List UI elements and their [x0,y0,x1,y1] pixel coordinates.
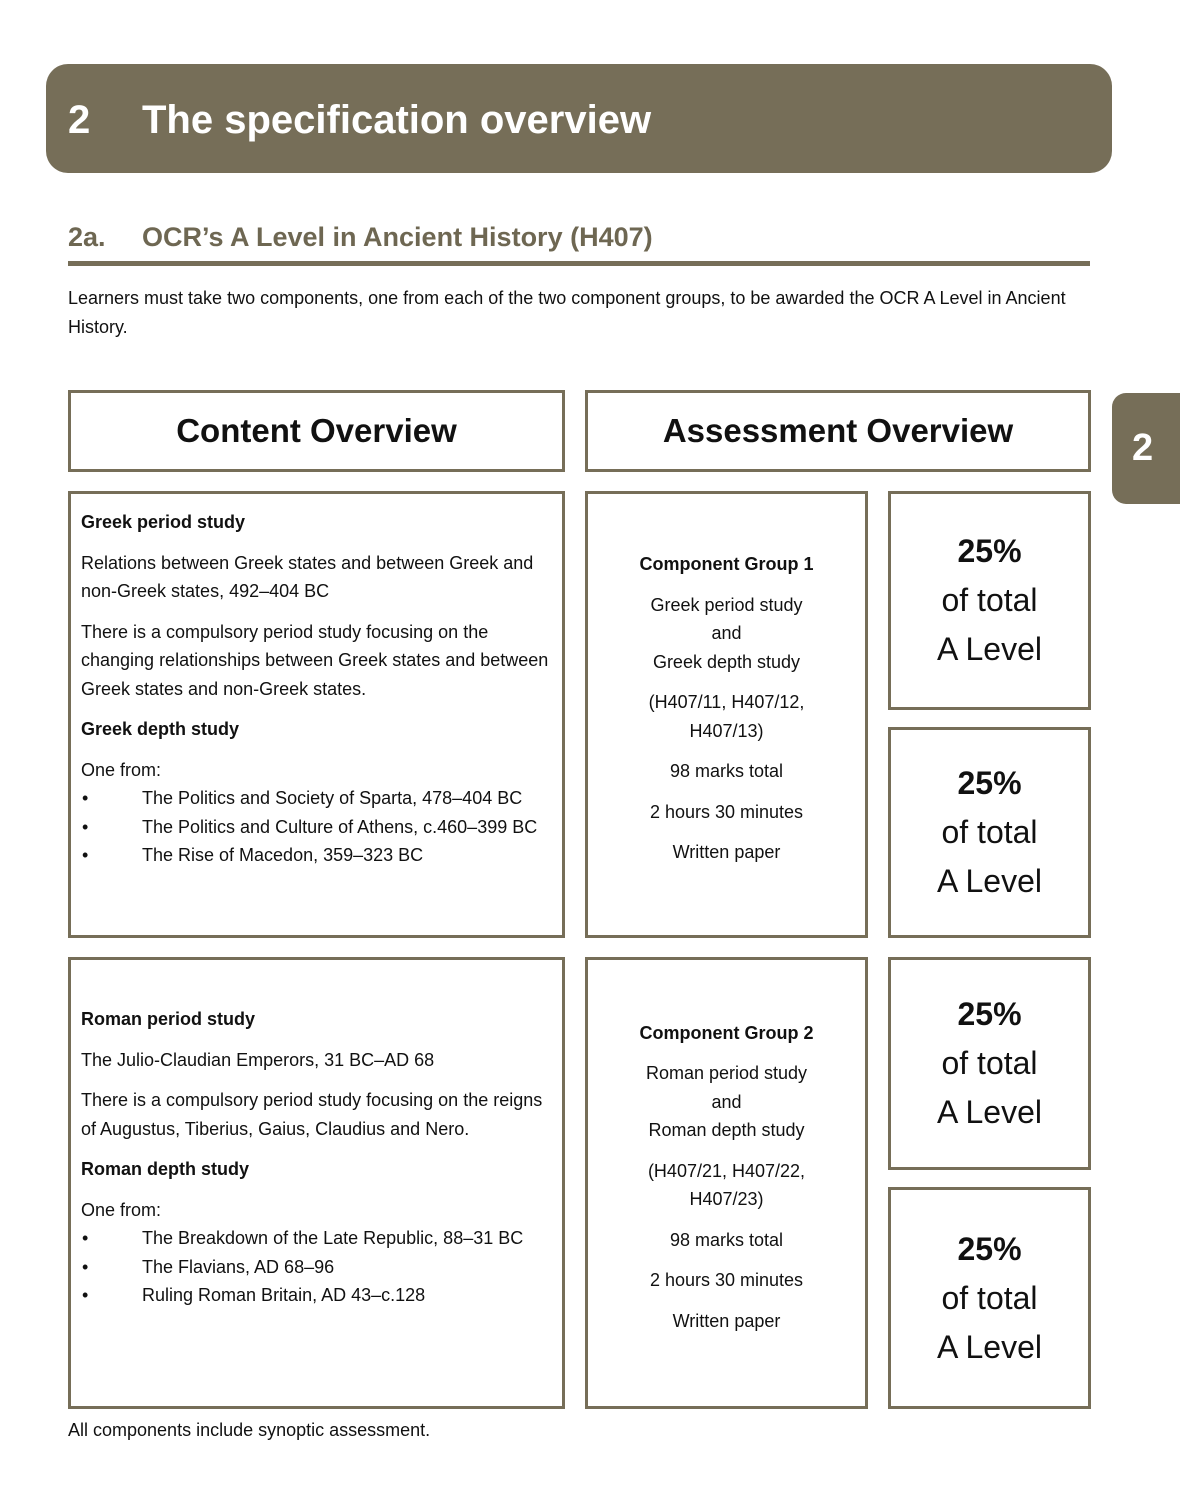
marks-total: 98 marks total [669,1229,784,1250]
weighting-of-total: of total [941,1279,1038,1316]
weighting-box [888,727,1091,938]
study-list: Greek period study and Greek depth study [650,594,803,672]
component-group-title: Component Group 2 [639,1022,814,1043]
roman-content-box [68,957,565,1409]
section-banner [46,64,1112,173]
depth-options-list [81,1224,552,1310]
one-from-label: One from: [81,759,162,780]
list-item: • The Politics and Society of Sparta, 478–404 BC [81,784,552,813]
period-study-description: There is a compulsory period study focusing on the changing relationships between Greek states and between Greek states and non-Greek states. [81,621,549,699]
list-item: • The Rise of Macedon, 359–323 BC [81,841,552,870]
period-study-title: The Julio-Claudian Emperors, 31 BC–AD 68 [81,1049,435,1070]
duration: 2 hours 30 minutes [649,801,804,822]
weighting-of-total: of total [941,814,1038,850]
component-codes: (H407/21, H407/22, H407/23) [647,1160,806,1210]
paper-format: Written paper [672,842,781,863]
one-from-label: One from: [81,1199,162,1220]
weighting-qualification: A Level [937,1328,1042,1365]
greek-content-box [68,491,565,938]
assessment-overview-title: Assessment Overview [662,412,1014,449]
weighting-percent: 25% [957,533,1022,569]
weighting-percent: 25% [957,996,1022,1032]
period-study-description: There is a compulsory period study focusing on the reigns of Augustus, Tiberius, Gaius, Claudius and Nero. [81,1090,543,1139]
duration: 2 hours 30 minutes [649,1270,804,1291]
content-overview-header [68,390,565,472]
weighting-box [888,1187,1091,1409]
weighting-box [888,491,1091,710]
study-list: Roman period study and Roman depth study [645,1063,808,1141]
component-group-2-box [585,957,868,1409]
weighting-box [888,957,1091,1170]
assessment-overview-header [585,390,1091,472]
side-tab-label: 2 [1132,427,1154,469]
depth-study-heading: Greek depth study [81,719,240,739]
depth-options-list [81,784,552,870]
depth-study-heading: Roman depth study [81,1159,250,1179]
period-study-title: Relations between Greek states and between Greek and non-Greek states, 492–404 BC [81,552,534,601]
subsection-code: 2a. [68,222,106,252]
period-study-heading: Roman period study [81,1009,256,1029]
period-study-heading: Greek period study [81,512,246,532]
list-item: • Ruling Roman Britain, AD 43–c.128 [81,1281,552,1310]
weighting-percent: 25% [957,765,1022,801]
component-group-1-box [585,491,868,938]
heading-divider [68,261,1090,266]
list-item: • The Breakdown of the Late Republic, 88–31 BC [81,1224,552,1253]
weighting-qualification: A Level [937,1094,1042,1130]
content-overview-title: Content Overview [176,412,457,449]
subsection-title: OCR’s A Level in Ancient History (H407) [142,222,653,252]
list-item: • The Politics and Culture of Athens, c.460–399 BC [81,813,552,842]
weighting-of-total: of total [941,1045,1038,1081]
side-section-tab[interactable] [1112,393,1180,504]
weighting-percent: 25% [957,1230,1022,1267]
component-group-title: Component Group 1 [639,554,814,575]
footer-note: All components include synoptic assessment. [68,1420,431,1440]
component-codes: (H407/11, H407/12, H407/13) [648,692,805,741]
paper-format: Written paper [672,1310,781,1331]
intro-paragraph: Learners must take two components, one from each of the two component groups, to be awarded the OCR A Level in Ancient History. [68,288,1066,337]
weighting-of-total: of total [941,582,1038,618]
list-item: • The Flavians, AD 68–96 [81,1253,552,1282]
weighting-qualification: A Level [937,863,1042,899]
section-number: 2 [68,98,91,142]
marks-total: 98 marks total [669,761,784,782]
weighting-qualification: A Level [937,631,1042,667]
section-title: The specification overview [142,98,652,142]
